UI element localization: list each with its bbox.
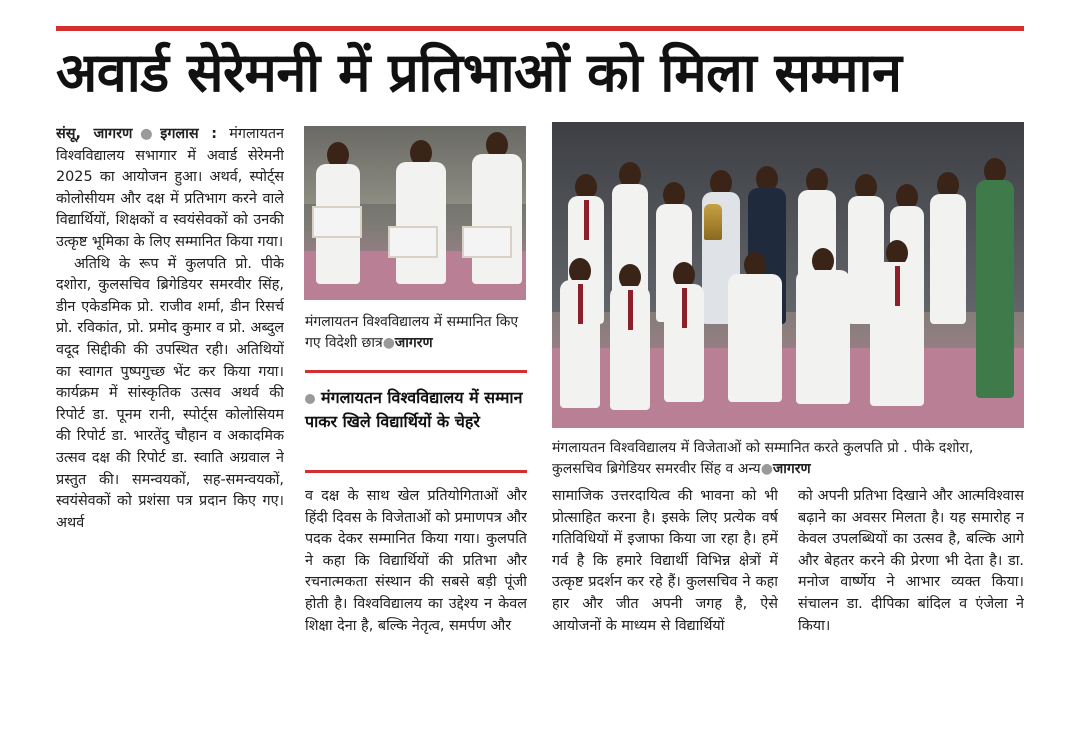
photo-award-ceremony bbox=[552, 122, 1024, 428]
certificate-icon bbox=[312, 206, 362, 238]
pull-quote bbox=[305, 370, 527, 475]
pull-quote-bottom-rule bbox=[305, 470, 527, 473]
student-figure bbox=[664, 262, 704, 402]
photo-large-credit: जागरण bbox=[772, 461, 811, 477]
column-3-text: सामाजिक उत्तरदायित्व की भावना को भी प्रोत्साहित करना है। इसके लिए प्रत्येक वर्ष गतिविधियों में इजाफा किया जा रहा है। हमें गर्व है कि हमारे विद्यार्थी विभिन्न क्षेत्रों में उत्कृष्ट प्रदर्शन कर रहे हैं। कुलसचिव ने कहा हार और जीत अपनी जगह है, ऐसे आयोजनों के माध्यम से विद्यार्थियों bbox=[552, 488, 778, 634]
photo-small-caption-text: मंगलायतन विश्वविद्यालय में सम्मानित किए गए विदेशी छात्र bbox=[305, 314, 519, 351]
paragraph-2: अतिथि के रूप में कुलपति प्रो. पीके दशोरा, कुलसचिव ब्रिगेडियर समरवीर सिंह, डीन एकेडमिक प्रो. राजीव शर्मा, डीन रिसर्च प्रो. रविकांत, प्रो. प्रमोद कुमार व प्रो. अब्दुल वदूद सिद्दीकी की उपस्थित रही। अतिथियों का स्वागत पुष्पगुच्छ भेंट कर किया गया। कार्यक्रम में सांस्कृतिक उत्सव अथर्व की रिपोर्ट डा. पूनम रानी, स्पोर्ट्स कोलोसियम की रिपोर्ट डा. भारतेंदु चौहान व अकादमिक उत्सव दक्ष की रिपोर्ट डा. स्वाति अग्रवाल ने प्रस्तुत की। समन्वयकों, सह-समन्वयकों, स्वयंसेवकों को प्रशंसा पत्र प्रदान किए गए। अथर्व bbox=[56, 255, 284, 531]
photo-small-caption bbox=[305, 312, 527, 354]
student-figure bbox=[472, 132, 522, 284]
article-column-1 bbox=[56, 124, 284, 702]
photo-large-caption-text: मंगलायतन विश्वविद्यालय में विजेताओं को सम्मानित करते कुलपति प्रो . पीके दशोरा, कुलसचिव ब्रिगेडियर समरवीर सिंह व अन्य bbox=[552, 440, 974, 477]
pull-quote-text: मंगलायतन विश्वविद्यालय में सम्मान पाकर खिले विद्यार्थियों के चेहरे bbox=[305, 388, 523, 431]
article-column-4 bbox=[798, 486, 1024, 702]
student-figure bbox=[796, 248, 850, 404]
photo-small-credit: जागरण bbox=[394, 335, 433, 351]
photo-foreign-students bbox=[304, 126, 526, 300]
column-2-text: व दक्ष के साथ खेल प्रतियोगिताओं और हिंदी दिवस के विजेताओं को प्रमाणपत्र और पदक देकर सम्मानित किया गया। कुलपति ने कहा कि विद्यार्थियों की प्रतिभा और रचनात्मकता संस्थान की सबसे बड़ी पूंजी होती है। विश्वविद्यालय का उद्देश्य न केवल शिक्षा देना है, बल्कि नेतृत्व, समर्पण और bbox=[305, 488, 527, 634]
bullet-dot-icon: ● bbox=[382, 335, 395, 351]
byline: संसू, जागरण bbox=[56, 126, 133, 142]
photo-large-caption bbox=[552, 438, 1024, 480]
article-column-3 bbox=[552, 486, 778, 702]
paragraph-1-text: मंगलायतन विश्वविद्यालय सभागार में अवार्ड सेरेमनी 2025 का आयोजन हुआ। अथर्व, स्पोर्ट्स कोलोसीयम और दक्ष में प्रतिभाग करने वाले विद्यार्थियों, शिक्षकों व स्वयंसेवकों को उनकी उत्कृष्ट भूमिका के लिए सम्मानित किया गया। bbox=[56, 126, 284, 250]
column-4-text: को अपनी प्रतिभा दिखाने और आत्मविश्वास बढ़ाने का अवसर मिलता है। यह समारोह न केवल उपलब्धियों का उत्सव है, बल्कि आगे और बेहतर करने की प्रेरणा भी देता है। डा. मनोज वार्ष्णेय ने आभार व्यक्त किया। संचालन डा. दीपिका बांदिल व एंजेला ने किया। bbox=[798, 488, 1024, 634]
student-figure bbox=[396, 140, 446, 284]
dignitary-figure bbox=[976, 158, 1014, 398]
student-figure bbox=[870, 240, 924, 406]
top-red-rule bbox=[56, 26, 1024, 31]
dateline-place: इगलास : bbox=[160, 126, 218, 142]
dignitary-figure bbox=[930, 172, 966, 324]
bullet-dot-icon: ● bbox=[132, 126, 161, 142]
certificate-icon bbox=[462, 226, 512, 258]
headline: अवार्ड सेरेमनी में प्रतिभाओं को मिला सम्मान bbox=[56, 41, 902, 104]
paragraph-1 bbox=[56, 124, 284, 254]
bullet-dot-icon bbox=[305, 394, 315, 404]
bullet-dot-icon: ● bbox=[760, 461, 773, 477]
student-figure bbox=[560, 258, 600, 408]
trophy-icon bbox=[704, 204, 722, 240]
article-column-2 bbox=[305, 486, 527, 702]
student-figure bbox=[610, 264, 650, 410]
student-figure bbox=[728, 252, 782, 402]
pull-quote-top-rule bbox=[305, 370, 527, 373]
certificate-icon bbox=[388, 226, 438, 258]
